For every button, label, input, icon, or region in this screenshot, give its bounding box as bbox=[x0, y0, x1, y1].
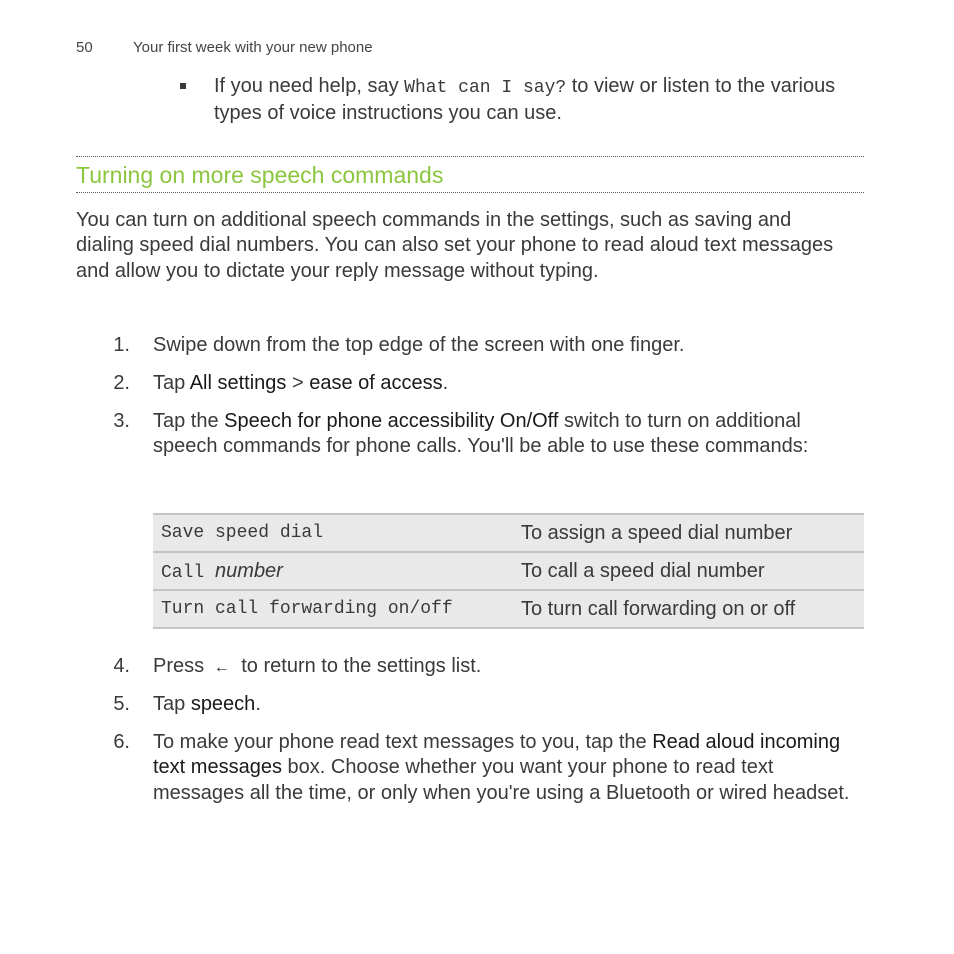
table-row bbox=[153, 590, 864, 628]
step-number: 5. bbox=[113, 693, 130, 715]
bullet-prefix: If you need help, say bbox=[214, 75, 405, 97]
commands-table bbox=[153, 513, 864, 629]
voice-command: What can I say? bbox=[404, 78, 567, 98]
step-number: 2. bbox=[113, 372, 130, 394]
ease-of-access-label: ease of access bbox=[309, 372, 443, 394]
step-number: 3. bbox=[113, 410, 130, 432]
step-text: Press ← to return to the settings list. bbox=[153, 654, 862, 680]
step-text: To make your phone read text messages to you, tap the Read aloud incoming text messages box. Choose whether you want your phone to read text messages all the time, or only when you're using a Bluetooth or wired headset. bbox=[153, 731, 850, 804]
section-heading: Turning on more speech commands bbox=[76, 162, 444, 188]
description-cell: To turn call forwarding on or off bbox=[521, 590, 864, 628]
step-number: 6. bbox=[113, 731, 130, 753]
table-row bbox=[153, 552, 864, 590]
table-row bbox=[153, 514, 864, 552]
description-cell: To assign a speed dial number bbox=[521, 514, 864, 552]
step-6 bbox=[100, 730, 862, 806]
command-cell: Save speed dial bbox=[153, 514, 521, 552]
all-settings-label: All settings bbox=[189, 372, 287, 394]
description-cell: To call a speed dial number bbox=[521, 552, 864, 590]
step-number: 4. bbox=[113, 655, 130, 677]
placeholder-number: number bbox=[215, 559, 283, 582]
back-arrow-icon: ← bbox=[213, 659, 230, 676]
bullet-text bbox=[214, 74, 840, 126]
bullet-suffix: to view or listen to the various types of voice instructions you can use. bbox=[214, 75, 836, 124]
step-text: Tap All settings > ease of access. bbox=[153, 372, 449, 394]
section-rule-top bbox=[76, 156, 864, 157]
step-4 bbox=[100, 654, 862, 680]
step-number: 1. bbox=[113, 334, 130, 356]
section-intro: You can turn on additional speech commands in the settings, such as saving and dialing speed dial numbers. You can also set your phone to read aloud text messages and allow you to dictate your reply message without typing. bbox=[76, 209, 834, 282]
chapter-title: Your first week with your new phone bbox=[133, 39, 373, 56]
read-aloud-label: Read aloud incoming text messages bbox=[153, 731, 841, 779]
command-cell: Call number bbox=[153, 552, 521, 590]
page-header bbox=[76, 39, 373, 56]
step-text: Tap the Speech for phone accessibility On/Off switch to turn on additional speech commands for phone calls. You'll be able to use these commands: bbox=[153, 410, 809, 458]
help-bullet bbox=[180, 74, 840, 126]
step-1 bbox=[100, 333, 862, 358]
step-text: Swipe down from the top edge of the screen with one finger. bbox=[153, 334, 685, 356]
speech-label: speech bbox=[190, 693, 256, 715]
step-5 bbox=[100, 692, 862, 717]
step-text: Tap speech. bbox=[153, 693, 261, 715]
page-number: 50 bbox=[76, 39, 93, 56]
speech-accessibility-switch-label: Speech for phone accessibility On/Off bbox=[224, 410, 559, 432]
step-3 bbox=[100, 409, 862, 460]
bullet-square bbox=[180, 83, 186, 89]
section-rule-bottom bbox=[76, 192, 864, 193]
step-2 bbox=[100, 371, 862, 396]
command-cell: Turn call forwarding on/off bbox=[153, 590, 521, 628]
